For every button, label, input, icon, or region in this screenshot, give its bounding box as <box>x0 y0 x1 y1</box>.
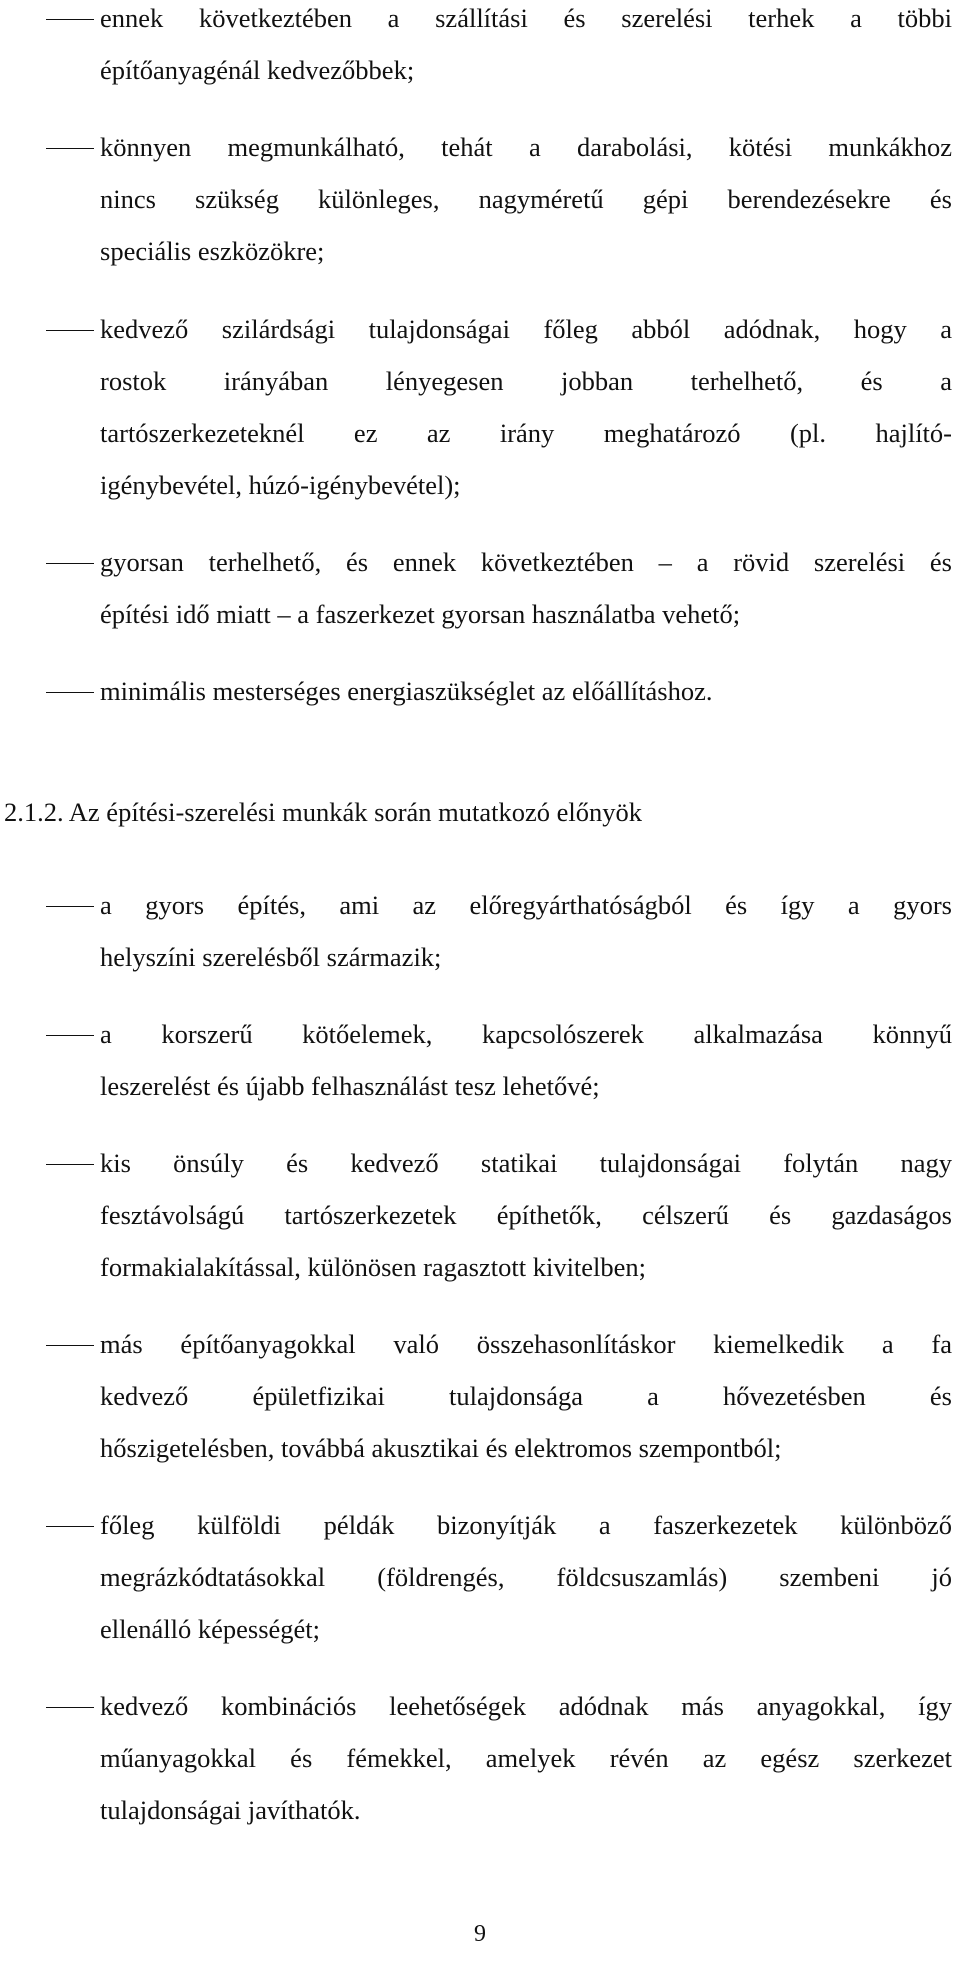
list-dash <box>46 1707 94 1708</box>
list-dash <box>46 1526 94 1527</box>
list-dash <box>46 1035 94 1036</box>
list-dash <box>46 330 94 331</box>
list-line: fesztávolságú tartószerkezetek építhetők, célszerű és gazdaságos <box>100 1200 952 1230</box>
list-line: könnyen megmunkálható, tehát a darabolási, kötési munkákhoz <box>100 132 952 162</box>
list-line: kedvező szilárdsági tulajdonságai főleg abból adódnak, hogy a <box>100 314 952 344</box>
list-line: a korszerű kötőelemek, kapcsolószerek alkalmazása könnyű <box>100 1019 952 1049</box>
list-dash <box>46 692 94 693</box>
list-line: megrázkódtatásokkal (földrengés, földcsuszamlás) szembeni jó <box>100 1562 952 1592</box>
list-line: tulajdonságai javíthatók. <box>100 1795 361 1825</box>
list-dash <box>46 19 94 20</box>
list-dash <box>46 1164 94 1165</box>
list-line: más építőanyagokkal való összehasonlításkor kiemelkedik a fa <box>100 1329 952 1359</box>
list-line: műanyagokkal és fémekkel, amelyek révén az egész szerkezet <box>100 1743 952 1773</box>
list-line: kedvező kombinációs leehetőségek adódnak más anyagokkal, így <box>100 1691 952 1721</box>
list-line: formakialakítással, különösen ragasztott kivitelben; <box>100 1252 647 1282</box>
list-line: rostok irányában lényegesen jobban terhelhető, és a <box>100 366 952 396</box>
list-line: főleg külföldi példák bizonyítják a faszerkezetek különböző <box>100 1510 952 1540</box>
list-line: speciális eszközökre; <box>100 236 325 266</box>
page-number: 9 <box>474 1921 486 1947</box>
list-dash <box>46 906 94 907</box>
list-line: minimális mesterséges energiaszükséglet az előállításhoz. <box>100 676 713 706</box>
list-line: hőszigetelésben, továbbá akusztikai és elektromos szempontból; <box>100 1433 782 1463</box>
list-dash <box>46 1345 94 1346</box>
list-line: leszerelést és újabb felhasználást tesz lehetővé; <box>100 1071 600 1101</box>
list-line: kedvező épületfizikai tulajdonsága a hővezetésben és <box>100 1381 952 1411</box>
list-dash <box>46 563 94 564</box>
list-dash <box>46 148 94 149</box>
list-line: építőanyagénál kedvezőbbek; <box>100 55 415 85</box>
list-line: tartószerkezeteknél ez az irány meghatározó (pl. hajlító- <box>100 418 952 448</box>
list-line: gyorsan terhelhető, és ennek következtében – a rövid szerelési és <box>100 547 952 577</box>
list-line: helyszíni szerelésből származik; <box>100 942 442 972</box>
list-line: ennek következtében a szállítási és szerelési terhek a többi <box>100 3 952 33</box>
list-line: igénybevétel, húzó-igénybevétel); <box>100 470 461 500</box>
list-line: építési idő miatt – a faszerkezet gyorsan használatba vehető; <box>100 599 741 629</box>
section-heading: 2.1.2. Az építési-szerelési munkák során mutatkozó előnyök <box>4 797 643 827</box>
list-line: nincs szükség különleges, nagyméretű gépi berendezésekre és <box>100 184 952 214</box>
list-line: ellenálló képességét; <box>100 1614 321 1644</box>
list-line: a gyors építés, ami az előregyárthatóságból és így a gyors <box>100 890 952 920</box>
list-line: kis önsúly és kedvező statikai tulajdonságai folytán nagy <box>100 1148 952 1178</box>
